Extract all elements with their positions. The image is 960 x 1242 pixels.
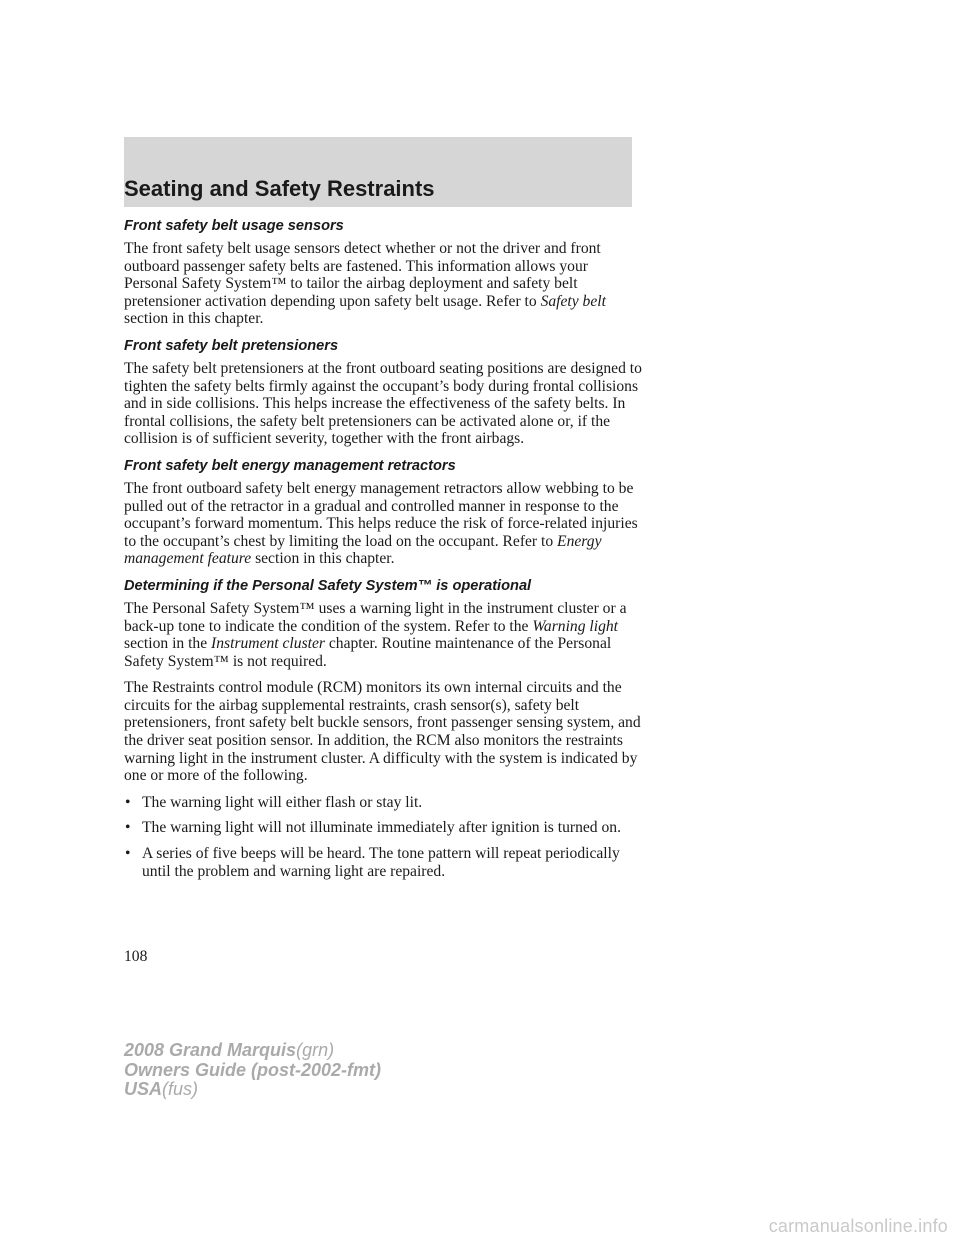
symptom-list	[124, 794, 644, 880]
chapter-title: Seating and Safety Restraints	[124, 176, 435, 201]
cross-reference-energy-management: Energy management feature	[124, 532, 602, 568]
paragraph-usage-sensors: The front safety belt usage sensors detect whether or not the driver and front outboard passenger safety belts are fastened. This information allows your Personal Safety System™ to tailor the airbag deployment and safety belt pretensioner activation depending upon safety belt usage. Refer to Safety belt section in this chapter.	[124, 240, 606, 328]
section-heading-energy-retractors: Front safety belt energy management retractors	[124, 457, 456, 474]
footer-line-market: USA(fus)	[124, 1079, 199, 1099]
bullet-icon: •	[125, 845, 131, 863]
section-heading-usage-sensors: Front safety belt usage sensors	[124, 218, 344, 234]
page-number: 108	[124, 948, 148, 965]
cross-reference-warning-light: Warning light	[532, 617, 618, 635]
cross-reference-safety-belt: Safety belt	[540, 292, 606, 310]
bullet-icon: •	[125, 819, 131, 837]
section-heading-system-operational: Determining if the Personal Safety System™ is operational	[124, 577, 532, 594]
section-heading-pretensioners: Front safety belt pretensioners	[124, 337, 339, 354]
cross-reference-instrument-cluster: Instrument cluster	[211, 635, 325, 653]
list-item: • The warning light will not illuminate immediately after ignition is turned on.	[125, 819, 621, 837]
page-content	[124, 217, 644, 888]
paragraph-energy-retractors: The front outboard safety belt energy management retractors allow webbing to be pulled out of the retractor in a gradual and controlled manner in response to the occupant’s forward momentum. This helps reduce the risk of force-related injuries to the occupant’s chest by limiting the load on the occupant. Refer to Energy management feature section in this chapter.	[124, 479, 638, 568]
footer-line-model: 2008 Grand Marquis(grn)	[124, 1040, 335, 1060]
list-item: • A series of five beeps will be heard. The tone pattern will repeat periodically until the problem and warning light are repaired.	[125, 845, 620, 880]
paragraph-rcm-monitoring: The Restraints control module (RCM) monitors its own internal circuits and the circuits for the airbag supplemental restraints, crash sensor(s), safety belt pretensioners, front safety belt buckle sensors, front passenger sensing system, and the driver seat position sensor. In addition, the RCM also monitors the restraints warning light in the instrument cluster. A difficulty with the system is indicated by one or more of the following.	[124, 679, 641, 785]
paragraph-pretensioners: The safety belt pretensioners at the front outboard seating positions are designed to tighten the safety belts firmly against the occupant’s body during frontal collisions and in side collisions. This helps increase the effectiveness of the safety belts. In frontal collisions, the safety belt pretensioners can be activated alone or, if the collision is of sufficient severity, together with the front airbags.	[124, 359, 642, 448]
list-item: • The warning light will either flash or stay lit.	[125, 793, 423, 811]
site-watermark: carmanualsonline.info	[768, 1216, 948, 1236]
document-footer	[124, 1041, 381, 1100]
footer-line-guide: Owners Guide (post-2002-fmt)	[124, 1059, 382, 1080]
bullet-icon: •	[125, 793, 131, 811]
paragraph-warning-light: The Personal Safety System™ uses a warning light in the instrument cluster or a back-up tone to indicate the condition of the system. Refer to the Warning light section in the Instrument cluster chapter. Routine maintenance of the Personal Safety System™ is not required.	[124, 599, 627, 670]
